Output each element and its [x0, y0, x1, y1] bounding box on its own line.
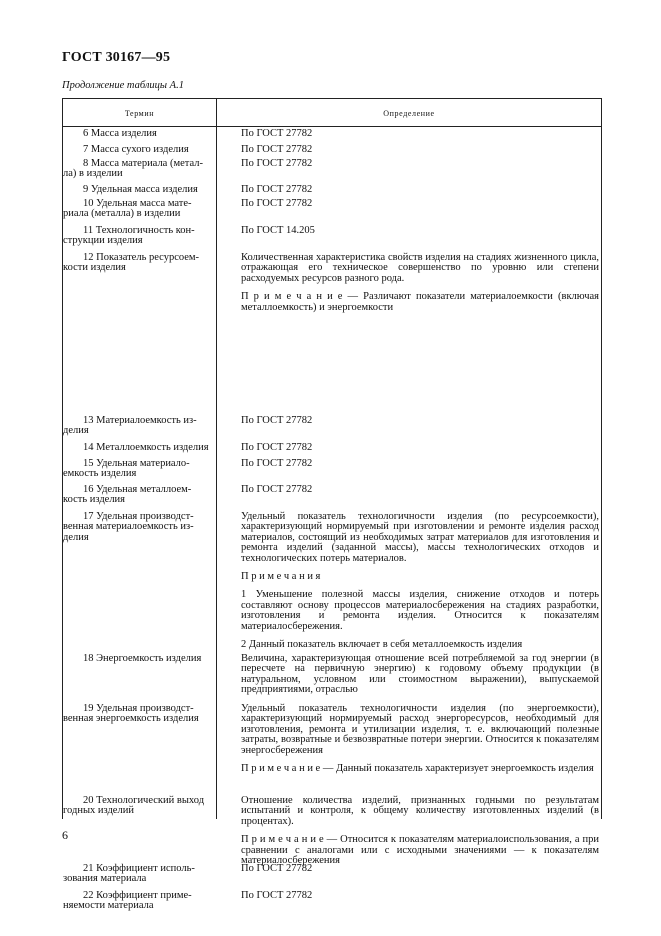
term-line: 6 Масса изделия	[83, 128, 157, 139]
term-cell	[63, 796, 214, 817]
definition-cell	[241, 159, 599, 177]
definition-cell	[241, 485, 599, 503]
term-line: зования материала	[63, 873, 147, 885]
term-line: няемости материала	[63, 900, 154, 912]
definition-paragraph: По ГОСТ 27782	[241, 415, 313, 426]
definition-paragraph: По ГОСТ 27782	[241, 442, 313, 453]
term-line: 14 Металлоемкость изделия	[83, 442, 209, 453]
definition-paragraph: По ГОСТ 27782	[241, 184, 313, 195]
term-cell	[63, 512, 214, 543]
definition-paragraph: П р и м е ч а н и я	[241, 571, 321, 583]
definition-cell	[241, 416, 599, 434]
term-line: делия	[63, 531, 89, 543]
definition-paragraph: По ГОСТ 27782	[241, 458, 313, 469]
definition-paragraph: П р и м е ч а н и е — Различают показатели материалоемкости (включая металлоемкость) и энергоемкости	[241, 291, 599, 313]
definition-cell	[241, 253, 599, 321]
definition-paragraph: 2 Данный показатель включает в себя металлоемкость изделия	[241, 639, 523, 651]
term-line: 7 Масса сухого изделия	[83, 144, 189, 155]
term-line: 9 Удельная масса изделия	[83, 184, 198, 195]
column-divider	[216, 99, 217, 819]
definition-cell	[241, 891, 599, 909]
term-line: кость изделия	[63, 494, 126, 506]
definition-paragraph: П р и м е ч а н и е — Относится к показателям материалоиспользования, а при сравнении с аналогами или с исходными значениями — к показателям материалосбережения	[241, 834, 599, 867]
term-line: 11 Технологичность кон-	[83, 225, 195, 236]
term-line: 15 Удельная материало-	[83, 458, 190, 469]
definition-paragraph: 1 Уменьшение полезной массы изделия, снижение отходов и потерь составляют основу процессов материалосбережения на стадиях разработки, изготовления и ремонта изделия. Относится к показателям материалосбережения.	[241, 589, 599, 632]
term-cell	[63, 891, 214, 912]
definition-paragraph: Количественная характеристика свойств изделия на стадиях жизненного цикла, отражающая его техническое совершенство по уровню или степени расходуемых ресурсов разного рода.	[241, 252, 599, 284]
term-line: 17 Удельная производст-	[83, 511, 194, 522]
term-cell	[63, 185, 214, 195]
header-definition: Определение	[383, 109, 435, 118]
term-line: 8 Масса материала (метал-	[83, 158, 203, 169]
term-line: 16 Удельная металлоем-	[83, 484, 192, 495]
term-cell	[63, 485, 214, 506]
definition-cell	[241, 654, 599, 704]
term-line: венная энергоемкость изделия	[63, 713, 199, 725]
term-line: 19 Удельная производст-	[83, 703, 194, 714]
term-cell	[63, 129, 214, 139]
term-line: 10 Удельная масса мате-	[83, 198, 192, 209]
definition-cell	[241, 226, 599, 244]
definition-paragraph: По ГОСТ 27782	[241, 158, 313, 169]
definition-cell	[241, 512, 599, 658]
term-line: емкость изделия	[63, 468, 137, 480]
term-line: риала (металла) в изделии	[63, 208, 181, 220]
term-cell	[63, 226, 214, 247]
definition-paragraph: По ГОСТ 14.205	[241, 225, 315, 236]
definition-paragraph: По ГОСТ 27782	[241, 144, 313, 155]
header-term: Термин	[124, 109, 155, 118]
term-line: 21 Коэффициент исполь-	[83, 863, 195, 874]
definition-paragraph: По ГОСТ 27782	[241, 890, 313, 901]
term-line: 18 Энергоемкость изделия	[83, 653, 202, 664]
definition-cell	[241, 704, 599, 782]
definition-paragraph: По ГОСТ 27782	[241, 484, 313, 495]
definition-paragraph: Удельный показатель технологичности изделия (по энергоемкости), характеризующий нормируемый расход энергоресурсов, необходимый для изготовления, ремонта и утилизации изделия, т. е. включающий полезные затраты, возвратные и безвозвратные потери энергии. Относится к показателям энергосбережения	[241, 703, 599, 756]
term-cell	[63, 654, 214, 664]
definition-paragraph: По ГОСТ 27782	[241, 863, 313, 874]
definition-paragraph: Величина, характеризующая отношение всей потребляемой за год энергии (в пересчете на первичную энергию) к годовому объему продукции (в натуральном, условном или стоимостном выражении), выпускаемой предприятиями, отраслью	[241, 653, 599, 696]
term-line: кости изделия	[63, 262, 126, 274]
term-line: 20 Технологический выход	[83, 795, 205, 806]
definition-paragraph: По ГОСТ 27782	[241, 128, 313, 139]
term-line: годных изделий	[63, 805, 134, 817]
definition-cell	[241, 199, 599, 217]
term-cell	[63, 704, 214, 725]
term-cell	[63, 443, 214, 453]
table-caption: Продолжение таблицы А.1	[62, 80, 184, 91]
term-line: струкции изделия	[63, 235, 143, 247]
term-line: 22 Коэффициент приме-	[83, 890, 192, 901]
term-cell	[63, 253, 214, 274]
term-cell	[63, 459, 214, 480]
term-line: делия	[63, 425, 89, 437]
term-line: 13 Материалоемкость из-	[83, 415, 197, 426]
definition-paragraph: По ГОСТ 27782	[241, 198, 313, 209]
term-line: венная материалоемкость из-	[63, 521, 194, 533]
definition-paragraph: Удельный показатель технологичности изделия (по ресурсоемкости), характеризующий нормируемый при изготовлении и ремонте изделия расход материалов, состоящий из необходимых затрат материалов для изготовления и ремонта изделий (заданной массы), массы технологических отходов и технологических потерь материалов.	[241, 511, 599, 564]
document-code: ГОСТ 30167—95	[62, 50, 171, 65]
page-number: 6	[62, 828, 68, 842]
definition-cell	[241, 864, 599, 882]
definition-paragraph: П р и м е ч а н и е — Данный показатель характеризует энергоемкость изделия	[241, 763, 594, 775]
term-cell	[63, 199, 214, 220]
table-header	[63, 99, 601, 127]
term-cell	[63, 864, 214, 885]
definition-cell	[241, 459, 599, 477]
terms-table	[62, 98, 602, 912]
term-cell	[63, 416, 214, 437]
term-line: 12 Показатель ресурсоем-	[83, 252, 200, 263]
definition-paragraph: Отношение количества изделий, признанных годными по результатам испытаний и контроля, к общему количеству изготовленных изделий (в процентах).	[241, 795, 599, 827]
term-cell	[63, 159, 214, 180]
term-line: ла) в изделии	[63, 168, 123, 180]
term-cell	[63, 145, 214, 155]
